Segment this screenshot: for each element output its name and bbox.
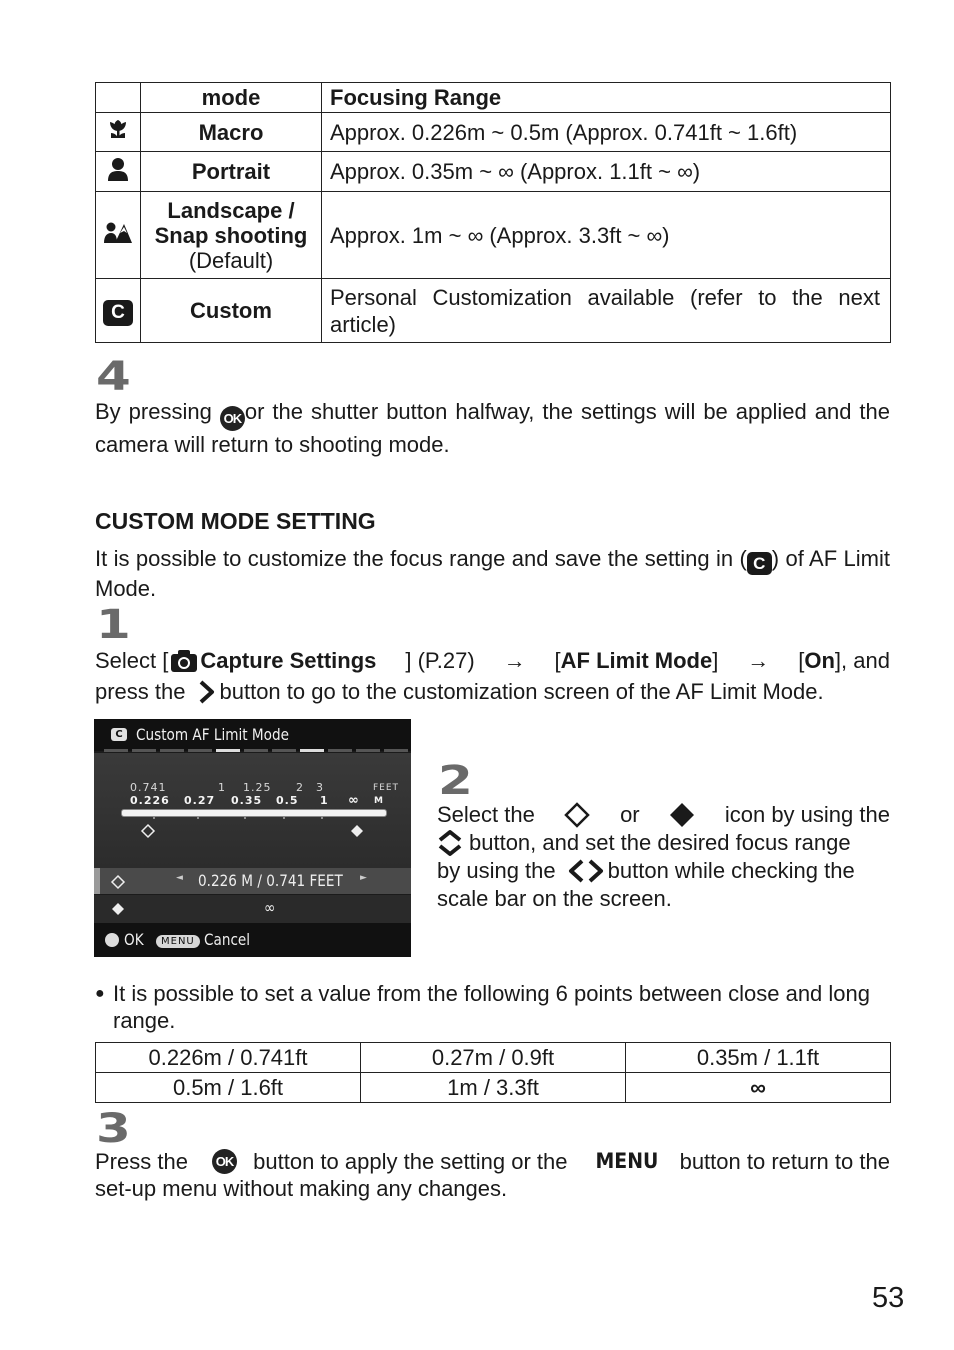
feet-tick: 2	[296, 781, 304, 794]
page-number: 53	[872, 1282, 905, 1314]
feet-tick: 0.741	[130, 781, 167, 794]
tab	[160, 749, 184, 752]
feet-unit: FEET	[373, 783, 400, 793]
section-heading: CUSTOM MODE SETTING	[95, 508, 376, 534]
note-bullet-item	[95, 980, 890, 1034]
header-icon-cell	[96, 83, 141, 113]
focus-range: Approx. 1m ~ ∞ (Approx. 3.3ft ~ ∞)	[322, 192, 891, 279]
bullet-icon: ●	[95, 985, 105, 1002]
bracket: [	[554, 648, 561, 673]
near-limit-value: 0.226 M / 0.741 FEET	[198, 871, 343, 890]
focus-mode-table	[95, 82, 891, 343]
meter-tick: 1	[320, 794, 329, 807]
diamond-outline-icon	[110, 874, 126, 890]
ok-label: OK	[124, 930, 144, 949]
step4-text-before: By pressing	[95, 399, 212, 424]
note-text: It is possible to set a value from the following 6 points between close and long range.	[113, 981, 871, 1033]
arrow-right-icon: ►	[360, 873, 367, 883]
step3-return-text: button to return to the	[679, 1149, 890, 1174]
step2-line2	[437, 829, 890, 857]
arrow-right-icon: →	[503, 648, 526, 673]
feet-tick: 1.25	[243, 781, 272, 794]
table-row	[96, 279, 891, 343]
arrow-right-icon: →	[747, 648, 770, 673]
step1-select-group	[95, 645, 376, 676]
step3-text	[95, 1148, 890, 1202]
step2-or: or	[620, 802, 640, 827]
tab	[384, 749, 408, 752]
table-cell: 0.5m / 1.6ft	[96, 1073, 361, 1103]
meter-tick: 0.226	[130, 794, 170, 807]
tab	[356, 749, 380, 752]
step4-text-after: or the shutter button halfway, the settings will be applied and the camera will return to shooting mode.	[95, 399, 890, 457]
focus-points-table	[95, 1042, 891, 1103]
step1-select: Select [	[95, 648, 169, 673]
meter-tick: 0.5	[276, 794, 299, 807]
meter-tick: 0.35	[231, 794, 263, 807]
meter-tick: ∞	[348, 793, 360, 808]
step2-select-the: Select the	[437, 802, 535, 827]
table-cell: 0.27m / 0.9ft	[361, 1043, 626, 1073]
ok-button-icon: OK	[212, 1149, 237, 1174]
tab-active	[216, 749, 240, 752]
diamond-filled-icon	[669, 802, 695, 828]
step2-line4: scale bar on the screen.	[437, 886, 672, 911]
table-cell: 0.35m / 1.1ft	[626, 1043, 891, 1073]
mode-name: Custom	[141, 279, 322, 343]
step1-line1-end: ], and	[834, 648, 890, 673]
table-row	[96, 1043, 891, 1073]
af-limit-group	[555, 645, 719, 676]
step3-press-the: Press the	[95, 1149, 188, 1174]
af-limit-mode-label: AF Limit Mode	[560, 648, 713, 673]
tab	[188, 749, 212, 752]
intro-text-after: ) of AF Limit Mode.	[95, 546, 890, 601]
step2-by-using-the: by using the	[437, 858, 556, 883]
custom-c-icon: C	[747, 552, 772, 575]
mode-name: Portrait	[141, 152, 322, 192]
step3-line2: set-up menu without making any changes.	[95, 1176, 508, 1201]
tab	[244, 749, 268, 752]
feet-tick: 3	[316, 781, 324, 794]
step1-text	[95, 645, 890, 707]
step2-text	[437, 801, 890, 913]
step2-icon-by-using: icon by using the	[724, 802, 890, 827]
tab-active	[300, 749, 324, 752]
table-cell: ∞	[626, 1073, 891, 1103]
step-number: 2	[438, 758, 473, 804]
step3-line1	[95, 1148, 890, 1175]
camera-icon	[170, 649, 198, 673]
intro-text-before: It is possible to customize the focus range and save the setting in (	[95, 546, 747, 571]
tab	[328, 749, 352, 752]
scale-markers	[94, 815, 411, 845]
bracket: [	[798, 648, 805, 673]
menu-button-icon: MENU	[595, 1149, 658, 1173]
mode-name	[141, 192, 322, 279]
table-cell: 1m / 3.3ft	[361, 1073, 626, 1103]
left-right-chevron-icon	[566, 858, 606, 884]
far-limit-value: ∞	[264, 898, 276, 917]
step1-line2	[95, 676, 890, 707]
table-row	[96, 152, 891, 192]
step1-rest: button to go to the customization screen of the AF Limit Mode.	[219, 679, 824, 704]
diamond-outline-icon	[564, 802, 590, 828]
arrow-left-icon: ◄	[176, 873, 183, 883]
step2-line3	[437, 857, 890, 885]
meter-unit: M	[374, 796, 384, 806]
portrait-icon	[96, 152, 141, 192]
table-row	[96, 192, 891, 279]
on-group	[798, 645, 890, 676]
far-limit-row[interactable]	[94, 895, 411, 923]
step4-text	[95, 398, 890, 458]
section-intro	[95, 545, 890, 602]
on-label: On	[804, 648, 835, 673]
chevron-right-icon	[196, 679, 218, 705]
focus-range: Personal Customization available (refer to the next article)	[322, 279, 891, 343]
table-cell: 0.226m / 0.741ft	[96, 1043, 361, 1073]
step3-apply-text: button to apply the setting or the	[253, 1149, 568, 1174]
landscape-snap-icon	[96, 192, 141, 279]
custom-c-icon: C	[96, 279, 141, 343]
table-row	[96, 113, 891, 152]
focus-range: Approx. 0.226m ~ 0.5m (Approx. 0.741ft ~ 1.6ft)	[322, 113, 891, 152]
custom-c-icon: C	[111, 728, 127, 741]
feet-tick: 1	[218, 781, 226, 794]
diamond-filled-icon	[110, 901, 126, 917]
mode-name-line: Snap shooting	[154, 222, 308, 248]
table-header-row	[96, 83, 891, 113]
mode-name: Macro	[141, 113, 322, 152]
step1-line1	[95, 645, 890, 676]
capture-settings-label: Capture Settings	[200, 648, 377, 673]
meter-tick: 0.27	[184, 794, 216, 807]
page-ref: ] (P.27)	[405, 648, 475, 673]
step2-button-while: button while checking the	[607, 858, 855, 883]
tab	[104, 749, 128, 752]
mode-name-line: Landscape /	[167, 197, 295, 223]
bracket: ]	[712, 648, 719, 673]
up-down-chevron-icon	[437, 829, 463, 857]
tab	[272, 749, 296, 752]
mode-default-note: (Default)	[188, 247, 274, 273]
step2-line2-text: button, and set the desired focus range	[469, 830, 851, 855]
header-focusing-range: Focusing Range	[322, 83, 891, 113]
cancel-label: Cancel	[204, 930, 251, 949]
step-number: 4	[96, 354, 131, 400]
header-mode: mode	[141, 83, 322, 113]
camera-screen	[94, 719, 411, 957]
screen-title: Custom AF Limit Mode	[136, 725, 289, 744]
step2-line1	[437, 801, 890, 829]
step1-press-the: press the	[95, 679, 186, 704]
ok-button-icon	[105, 933, 119, 947]
menu-button-icon: MENU	[156, 931, 200, 950]
macro-flower-icon	[96, 113, 141, 152]
table-row	[96, 1073, 891, 1103]
step-number: 3	[96, 1106, 131, 1152]
tab	[132, 749, 156, 752]
focus-range: Approx. 0.35m ~ ∞ (Approx. 1.1ft ~ ∞)	[322, 152, 891, 192]
ok-button-icon: OK	[220, 406, 245, 431]
step-number: 1	[96, 602, 131, 648]
